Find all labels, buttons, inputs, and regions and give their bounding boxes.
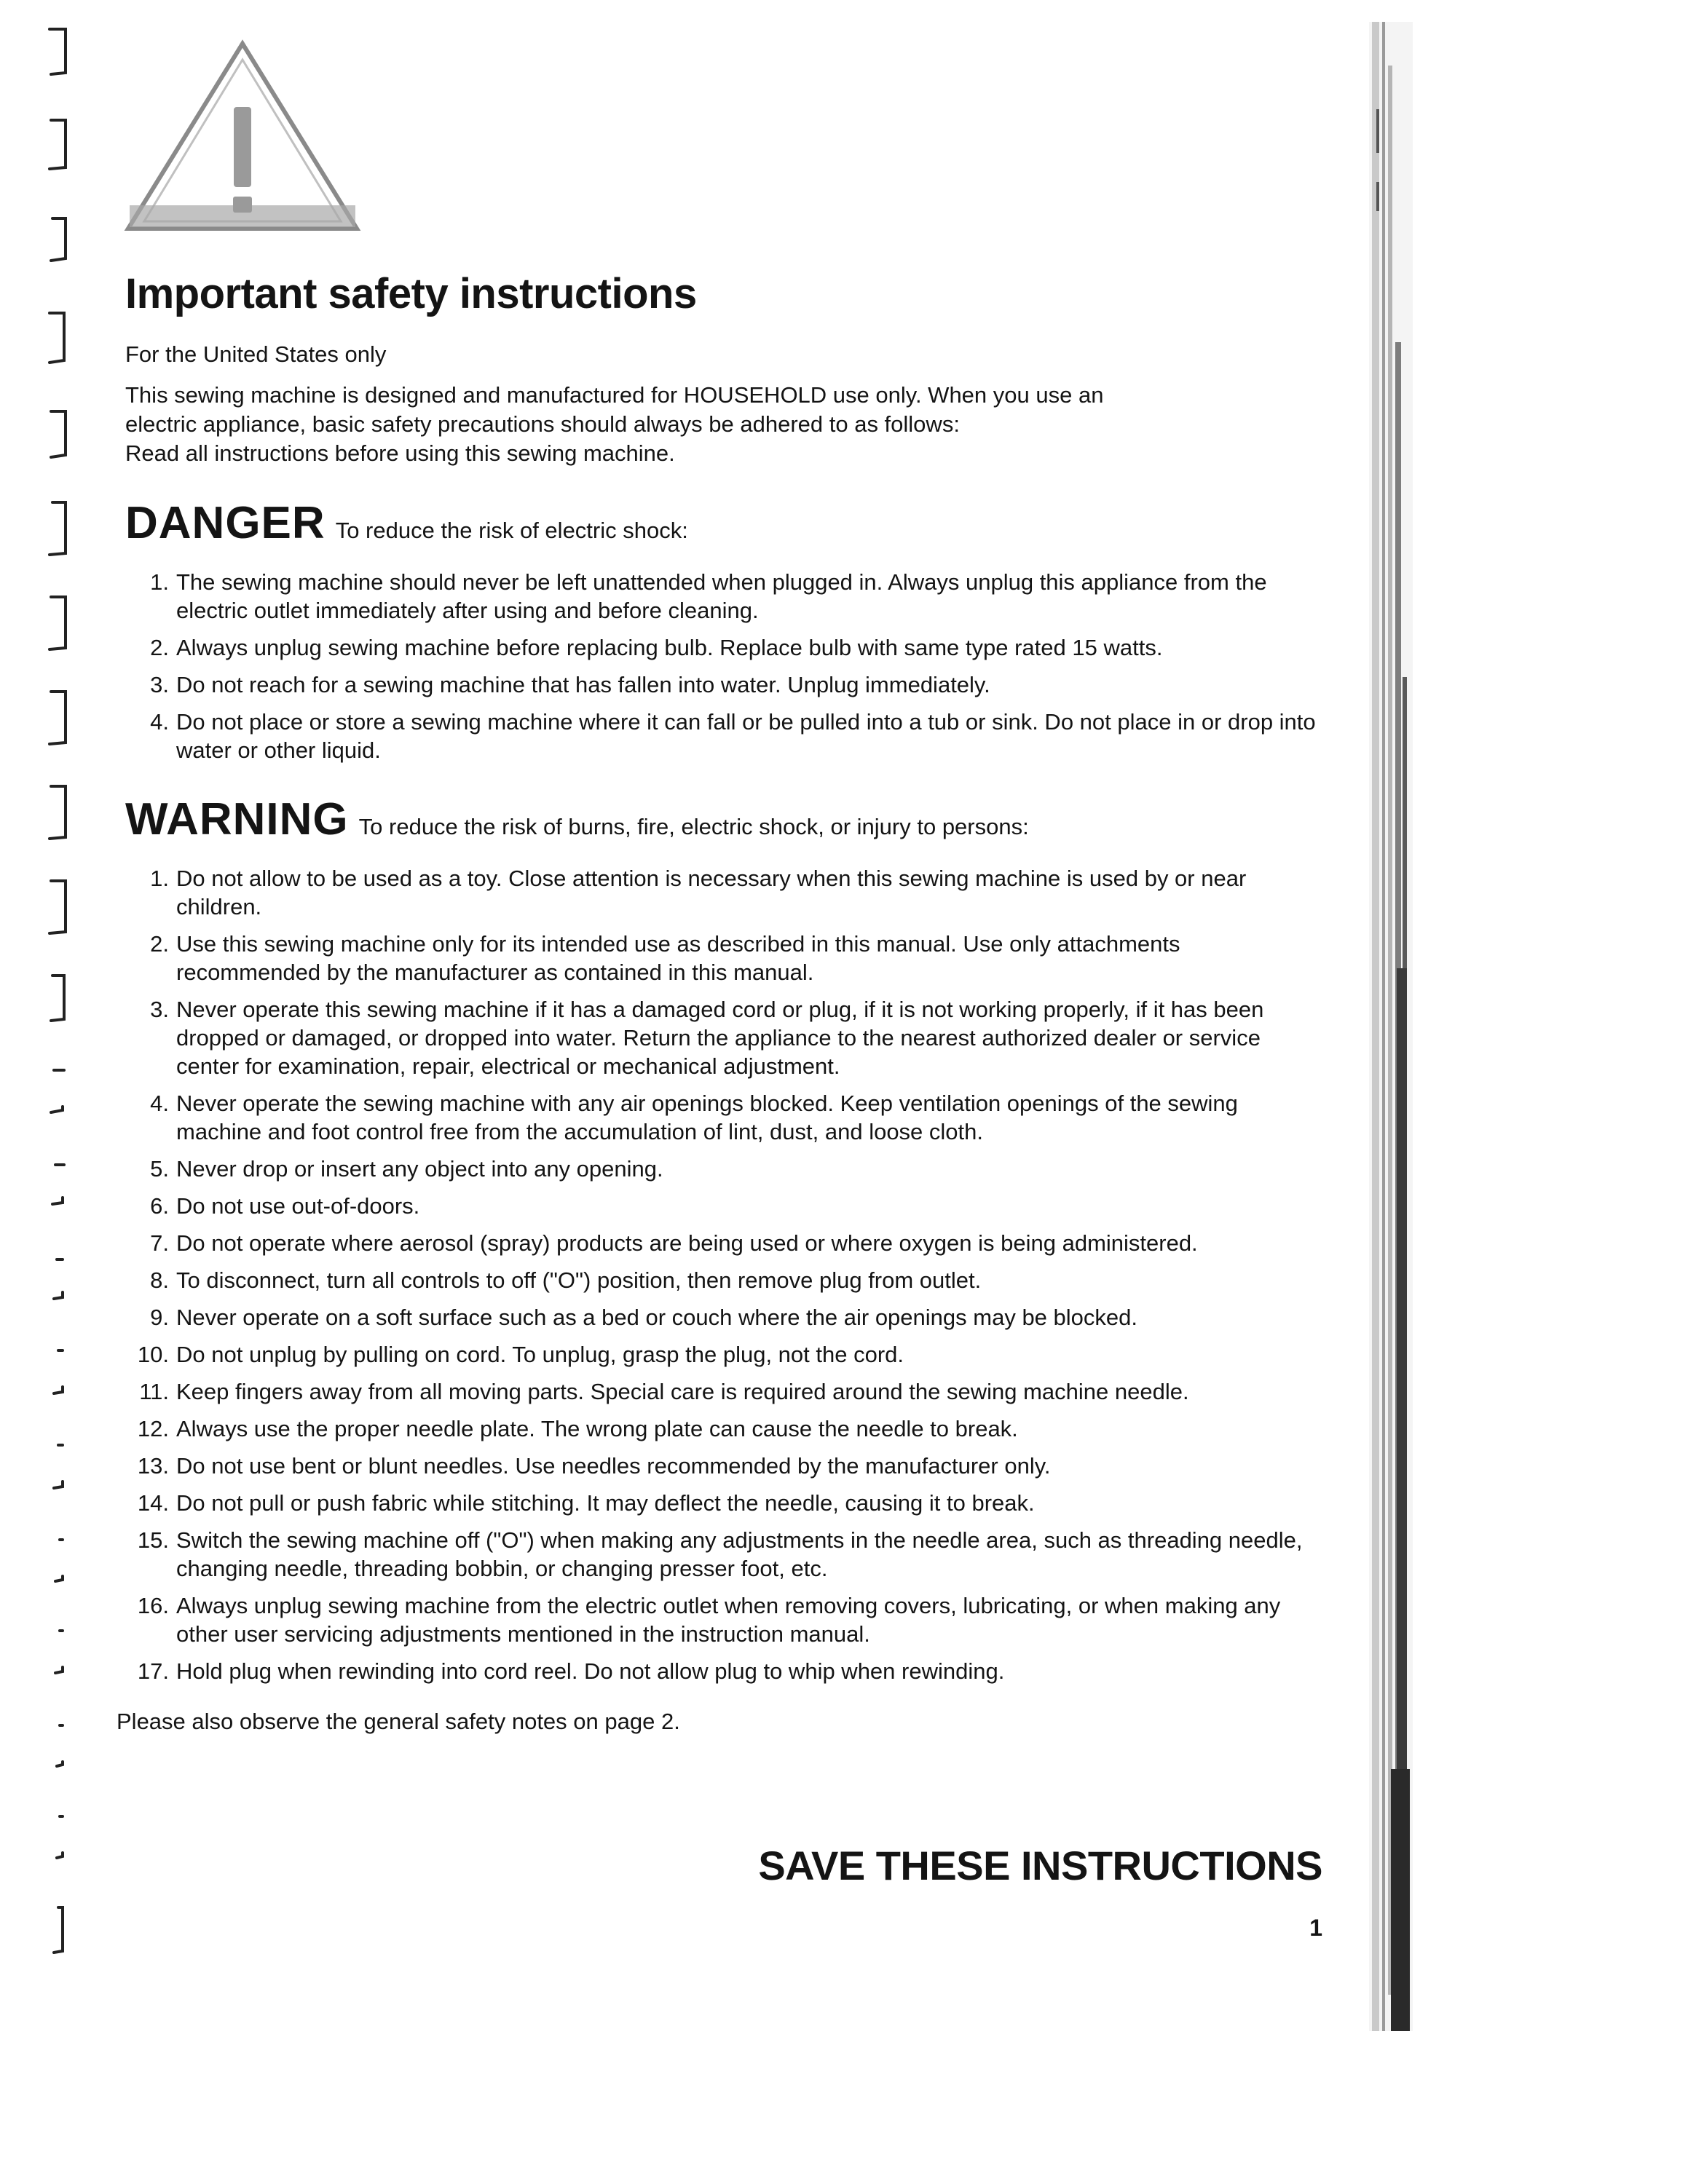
list-item (117, 1452, 1325, 1480)
warning-list (117, 864, 1325, 1685)
list-item (117, 1526, 1325, 1583)
item-text: Never drop or insert any object into any opening. (176, 1156, 663, 1182)
warning-title: WARNING (125, 794, 349, 844)
warning-heading (125, 794, 1325, 845)
item-number: 13. (137, 1453, 169, 1479)
danger-list (117, 568, 1325, 764)
item-number: 14. (137, 1490, 169, 1516)
item-number: 5. (150, 1156, 169, 1182)
list-item (117, 1591, 1325, 1648)
page-number: 1 (1309, 1915, 1322, 1941)
item-number: 4. (150, 1091, 169, 1116)
danger-subtitle: To reduce the risk of electric shock: (335, 518, 688, 543)
list-item (117, 1415, 1325, 1443)
list-item (117, 1229, 1325, 1257)
intro-text (125, 340, 1325, 468)
list-item (117, 1155, 1325, 1183)
item-text: Do not reach for a sewing machine that has fallen into water. Unplug immediately. (176, 672, 990, 697)
list-item (117, 708, 1325, 764)
item-number: 6. (150, 1193, 169, 1219)
item-text: Do not use out-of-doors. (176, 1193, 420, 1219)
list-item (117, 1266, 1325, 1294)
item-number: 9. (150, 1305, 169, 1330)
binding-marks (29, 0, 80, 1966)
item-number: 7. (150, 1230, 169, 1256)
list-item (117, 864, 1325, 921)
list-item (117, 995, 1325, 1080)
intro-line: electric appliance, basic safety precautions should always be adhered to as follows: (125, 411, 960, 437)
item-number: 10. (137, 1342, 169, 1367)
general-notes-reference: Please also observe the general safety notes on page 2. (117, 1709, 680, 1734)
danger-heading (125, 497, 1325, 549)
item-text: Do not place or store a sewing machine where it can fall or be pulled into a tub or sink. Do not place in or drop into water or other liquid. (176, 709, 1316, 763)
item-text: The sewing machine should never be left unattended when plugged in. Always unplug this appliance from the electric outlet immediately after using and before cleaning. (176, 569, 1267, 623)
item-number: 3. (150, 672, 169, 697)
item-number: 1. (150, 866, 169, 891)
item-text: Keep fingers away from all moving parts. Special care is required around the sewing machine needle. (176, 1379, 1189, 1404)
item-text: To disconnect, turn all controls to off ("O") position, then remove plug from outlet. (176, 1267, 982, 1293)
list-item (117, 568, 1325, 625)
book-edge (1369, 22, 1413, 2031)
save-instructions-banner: SAVE THESE INSTRUCTIONS (758, 1843, 1322, 1888)
page-content (117, 269, 1325, 1941)
item-number: 15. (137, 1527, 169, 1553)
region-note: For the United States only (125, 341, 387, 367)
item-text: Never operate the sewing machine with any air openings blocked. Keep ventilation openings of the sewing machine and foot control free from the accumulation of lint, dust, and loose cloth. (176, 1091, 1238, 1144)
item-text: Always use the proper needle plate. The wrong plate can cause the needle to break. (176, 1416, 1018, 1441)
item-number: 17. (137, 1658, 169, 1684)
binding-marks-graphic (29, 0, 80, 1966)
item-number: 8. (150, 1267, 169, 1293)
item-text: Do not unplug by pulling on cord. To unplug, grasp the plug, not the cord. (176, 1342, 904, 1367)
intro-line: Read all instructions before using this sewing machine. (125, 440, 675, 466)
item-text: Do not operate where aerosol (spray) products are being used or where oxygen is being administered. (176, 1230, 1198, 1256)
item-text: Never operate this sewing machine if it has a damaged cord or plug, if it is not working properly, if it has been dropped or damaged, or dropped into water. Return the appliance to the nearest authorized dealer or service center for examination, repair, electrical or mechanical adjustment. (176, 997, 1264, 1079)
item-text: Switch the sewing machine off ("O") when making any adjustments in the needle area, such as threading needle, changing needle, threading bobbin, or changing presser foot, etc. (176, 1527, 1303, 1581)
list-item (117, 1192, 1325, 1220)
item-number: 16. (137, 1593, 169, 1618)
item-number: 11. (139, 1379, 169, 1404)
item-text: Do not allow to be used as a toy. Close attention is necessary when this sewing machine is used by or near children. (176, 866, 1247, 919)
item-number: 1. (150, 569, 169, 595)
item-number: 12. (137, 1416, 169, 1441)
page-title: Important safety instructions (125, 270, 697, 317)
intro-line: This sewing machine is designed and manufactured for HOUSEHOLD use only. When you use an (125, 382, 1104, 408)
warning-subtitle: To reduce the risk of burns, fire, electric shock, or injury to persons: (358, 814, 1029, 839)
list-item (117, 670, 1325, 699)
item-text: Never operate on a soft surface such as a bed or couch where the air openings may be blocked. (176, 1305, 1137, 1330)
item-number: 3. (150, 997, 169, 1022)
danger-title: DANGER (125, 498, 326, 548)
list-item (117, 1377, 1325, 1406)
item-number: 4. (150, 709, 169, 735)
list-item (117, 1089, 1325, 1146)
list-item (117, 633, 1325, 662)
item-text: Do not pull or push fabric while stitching. It may deflect the needle, causing it to break. (176, 1490, 1035, 1516)
item-number: 2. (150, 635, 169, 660)
list-item (117, 1657, 1325, 1685)
item-text: Always unplug sewing machine before replacing bulb. Replace bulb with same type rated 15 watts. (176, 635, 1163, 660)
item-text: Always unplug sewing machine from the electric outlet when removing covers, lubricating, or when making any other user servicing adjustments mentioned in the instruction manual. (176, 1593, 1281, 1647)
item-text: Do not use bent or blunt needles. Use needles recommended by the manufacturer only. (176, 1453, 1051, 1479)
book-edge-graphic (1369, 22, 1413, 2031)
list-item (117, 1340, 1325, 1369)
list-item (117, 1489, 1325, 1517)
list-item (117, 1303, 1325, 1332)
item-number: 2. (150, 931, 169, 957)
item-text: Hold plug when rewinding into cord reel. Do not allow plug to whip when rewinding. (176, 1658, 1005, 1684)
item-text: Use this sewing machine only for its intended use as described in this manual. Use only attachments recommended by the manufacturer as contained in this manual. (176, 931, 1180, 985)
warning-triangle-icon (122, 38, 363, 234)
list-item (117, 930, 1325, 986)
